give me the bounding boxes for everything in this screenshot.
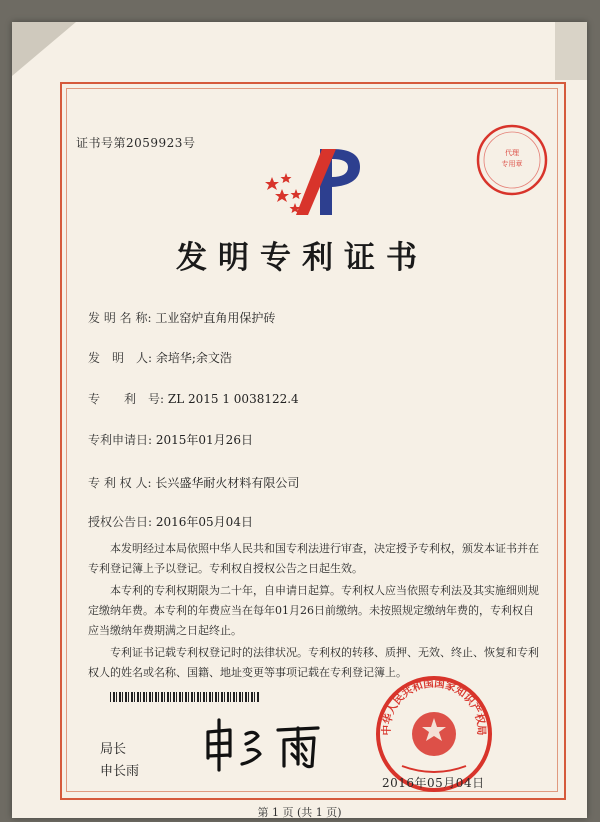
director-signature [200, 714, 330, 774]
field-value: 工业窑炉直角用保护砖 [155, 311, 276, 325]
field-patentee [88, 474, 299, 491]
director-title: 局长 [100, 742, 127, 757]
field-value: 2015年01月26日 [155, 433, 253, 447]
field-application-date [88, 431, 253, 448]
certificate-body [88, 539, 543, 685]
field-patent-number [88, 390, 299, 407]
paragraph: 本发明经过本局依照中华人民共和国专利法进行审查，决定授予专利权，颁发本证书并在专利登记簿上予以登记。专利权自授权公告之日起生效。 [88, 542, 539, 575]
seal-date: 2016年05月04日 [382, 776, 485, 790]
svg-text:代理: 代理 [505, 149, 519, 157]
paragraph: 专利证书记载专利权登记时的法律状况。专利权的转移、质押、无效、终止、恢复和专利权人的姓名或名称、国籍、地址变更等事项记载在专利登记簿上。 [88, 646, 539, 679]
director-name: 申长雨 [100, 764, 140, 779]
field-label: 授权公告日: [88, 515, 153, 529]
field-label: 专 利 权 人: [88, 476, 152, 490]
field-value: ZL 2015 1 0038122.4 [167, 392, 299, 406]
agency-seal [475, 123, 549, 197]
page-number: 第 1 页 (共 1 页) [257, 806, 342, 818]
certificate-paper [12, 22, 587, 818]
field-value: 2016年05月04日 [155, 515, 253, 529]
field-label: 发 明 名 称: [88, 311, 152, 325]
barcode [110, 692, 260, 702]
svg-text:专用章: 专用章 [501, 160, 523, 168]
seal-text: 中华人民共和国国家知识产权局 [380, 677, 488, 736]
field-label: 发 明 人: [88, 351, 153, 365]
paper-corner-left [12, 22, 76, 76]
certificate-number: 证书号第2059923号 [76, 136, 196, 150]
field-label: 专 利 号: [88, 392, 165, 406]
paragraph: 本专利的专利权期限为二十年，自申请日起算。专利权人应当依照专利法及其实施细则规定缴纳年费。本专利的年费应当在每年01月26日前缴纳。未按照规定缴纳年费的，专利权自应当缴纳年费期满之日起终止。 [88, 584, 539, 637]
field-invention-name [88, 309, 275, 326]
field-label: 专利申请日: [88, 433, 153, 447]
field-inventor [88, 349, 232, 366]
patent-office-logo-icon [262, 137, 372, 222]
field-value: 余培华;余文浩 [155, 351, 232, 365]
field-grant-date [88, 513, 253, 530]
field-value: 长兴盛华耐火材料有限公司 [155, 476, 300, 490]
paper-corner-right [555, 22, 587, 80]
certificate-title: 发明专利证书 [176, 240, 428, 276]
